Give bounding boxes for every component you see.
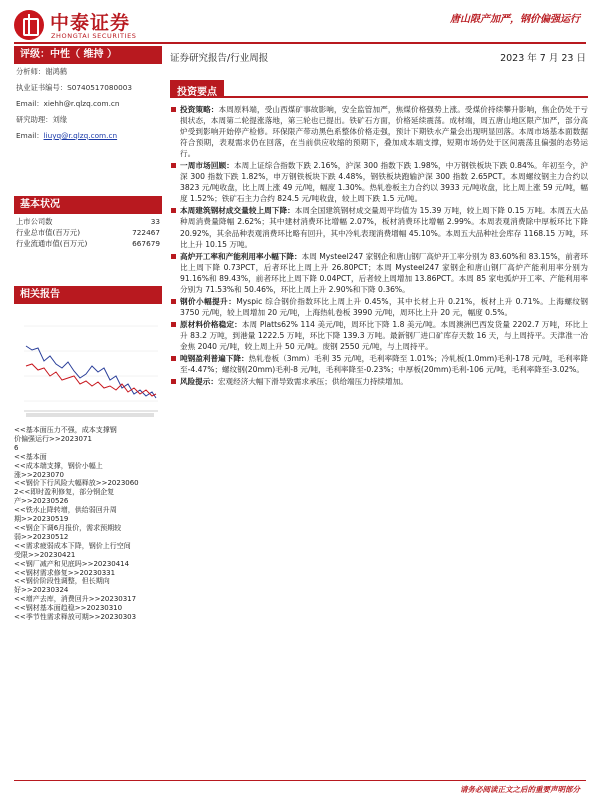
bullet-blast-furnace: 高炉开工率和产能利用率小幅下降：本周 Mysteel247 家钢企和唐山钢厂高炉开工率分别为 83.60%和 83.15%，前者环比上周下降 0.73PCT，后者环比上周上升 26.80PCT；本周 Mysteel247 家钢企和唐山钢厂高炉产能利用率分别为 91.16%和 89.43%，前者环比上周下降 0.04PCT，后者较上周增加 13.86PCT。本周 85 家电弧炉开工率、产能利用率分别为 71.53%和 50.46%，环比上周上升 2.90%和下降 0.36%。	[170, 251, 588, 295]
footer-disclaimer: 请务必阅读正文之后的重要声明部分	[460, 785, 580, 794]
bullet-volume: 本周建筑钢材成交量较上周下降：本周全国建筑钢材成交量周平均值为 15.39 万吨，较上周下降 0.15 万吨。本周五大品种周消费量降幅 2.62%；其中建材消费环比增幅 2.07%，板材消费环比增幅 2.99%。本周表观消费除中厚板环比下降 20.92%，其余品种表观消费环比略有回升，其中冷轧表现消费增幅 45.10%。本周五大品种社会库存 1168.15 万吨，环比上升 10.15 万吨。	[170, 205, 588, 249]
report-link[interactable]: 受限>>20230421	[14, 550, 76, 559]
section-title: 投资要点	[170, 80, 224, 98]
email1-line: Email：xiehh@r.qlzq.com.cn	[16, 99, 120, 108]
report-link[interactable]: <<钢材基本面趋稳>>20230310	[14, 604, 123, 613]
chart-x-ticks	[26, 413, 154, 417]
report-link[interactable]: 产>>20230526	[14, 497, 69, 506]
report-link[interactable]: 6	[14, 443, 19, 452]
basic-info-table	[14, 216, 162, 249]
header-divider	[14, 42, 586, 44]
bullet-list	[170, 104, 588, 388]
logo-text-en: ZHONGTAI SECURITIES	[51, 32, 137, 40]
analyst-email[interactable]: xiehh@r.qlzq.com.cn	[43, 99, 120, 108]
report-link[interactable]: 价偏强运行>>2023071	[14, 434, 92, 443]
related-reports-heading: 相关报告	[14, 286, 162, 304]
analyst-name: 谢鸿鹤	[45, 67, 68, 76]
email2-line: Email：liuyq@r.qlzq.com.cn	[16, 131, 118, 140]
analyst-line: 分析师：谢鸿鹤	[16, 67, 68, 76]
investment-highlights-heading	[170, 80, 588, 98]
bullet-market-review: 一周市场回顾：本周上证综合指数下跌 2.16%，沪深 300 指数下跌 1.98%，中万钢铁板块下跌 0.84%。年初至今，沪深 300 指数下跌 1.82%，申万钢铁板块下跌 4.48%，钢铁板块跑输沪深 300 指数 2.65PCT。本周螺纹钢主力合约以 3823 元/吨收盘，比上周上涨 49 元/吨，幅度 1.30%。热轧卷板主力合约以 3933 元/吨收盘，比上周上涨 59 元/吨，幅度 1.52%；铁矿石主力合约 824.5 元/吨收盘，较上周下跌 1.5 元/吨。	[170, 160, 588, 204]
report-link[interactable]: <<钢厂减产和见底吗>>20230414	[14, 559, 130, 568]
logo-seal-icon	[14, 10, 44, 40]
report-link[interactable]: <<基本面压力不强，成本支撑钢	[14, 426, 117, 434]
report-link[interactable]: <<增产去库，消费回升>>20230317	[14, 595, 137, 604]
document-title: 唐山限产加严，钢价偏强运行	[450, 14, 580, 25]
report-link[interactable]: <<钢价阶段性调整，但长期向	[14, 577, 110, 586]
report-link[interactable]: <<基本面	[14, 452, 47, 461]
report-link[interactable]: <<季节性需求释放可期>>20230303	[14, 613, 137, 622]
report-link[interactable]: <<需求疲弱成本下降，钢价上行空间	[14, 541, 131, 550]
related-reports-list	[14, 426, 162, 622]
license-line: 执业证书编号：S0740517080003	[16, 83, 133, 92]
report-link[interactable]: <<钢材需求修复>>20230331	[14, 568, 116, 577]
license-number: S0740517080003	[67, 83, 133, 92]
basic-row: 行业总市值(百万元) 722467	[16, 228, 160, 237]
basic-row: 上市公司数 33	[16, 217, 160, 226]
report-date: 2023 年 7 月 23 日	[500, 53, 586, 64]
bullet-profit: 吨钢盈利普遍下降：热轧卷板（3mm）毛利 35 元/吨，毛利率降至 1.01%；冷轧板(1.0mm)毛利-178 元/吨，毛利率降至-4.47%；螺纹钢(20mm)毛利-8 元/吨，毛利率降至-0.23%；中厚板(20mm)毛利-106 元/吨，毛利率降至-3.02%。	[170, 353, 588, 375]
assistant-line: 研究助理：刘缘	[16, 115, 68, 124]
rating-banner: 评级：中性（ 维持 ）	[14, 46, 162, 64]
bullet-risk: 风险提示：宏观经济大幅下滑导致需求承压；供给端压力持续增加。	[170, 376, 588, 387]
company-logo	[14, 8, 174, 42]
report-link[interactable]: 好>>20230324	[14, 586, 69, 595]
footer-divider	[14, 780, 586, 781]
bullet-raw-materials: 原材料价格稳定：本周 Platts62% 114 美元/吨，周环比下降 1.8 美元/吨。本周澳洲巴西发货量 2202.7 万吨，环比上升 83.2 万吨，到港量 1222.5 万吨，环比下降 139.3 万吨。最新钢厂进口矿库存天数 16 天，与上周持平。天津准一冶金焦 2040 元/吨，较上周上升 50 元/吨。废钢 2550 元/吨，与上周持平。	[170, 319, 588, 352]
assistant-email[interactable]: liuyq@r.qlzq.com.cn	[43, 131, 118, 140]
series-line-red	[26, 364, 156, 396]
assistant-name: 刘缘	[52, 115, 68, 124]
report-link[interactable]: <<铁水止降转增，供给弱回升周	[14, 506, 117, 515]
price-trend-chart	[14, 306, 162, 424]
bullet-steel-price: 钢价小幅提升：Myspic 综合钢价指数环比上周上升 0.45%，其中长材上升 0.21%，板材上升 0.71%。上海螺纹钢 3750 元/吨，较上周增加 20 元/吨，上海热轧卷板 3990 元/吨，周环比上升 20 元，幅度 0.5%。	[170, 296, 588, 318]
report-link[interactable]: <<成本端支撑，钢价小幅上	[14, 461, 103, 470]
report-link[interactable]: 弱>>20230512	[14, 532, 69, 541]
basic-row: 行业流通市值(百万元) 667679	[16, 239, 160, 248]
logo-text-cn: 中泰证券	[50, 12, 131, 34]
report-link[interactable]: 2<<即时盈利修复，部分钢企复	[14, 488, 115, 497]
chart-gridlines	[24, 326, 158, 401]
report-type: 证券研究报告/行业周报	[170, 53, 269, 64]
sidebar	[14, 46, 162, 622]
basic-info-heading: 基本状况	[14, 196, 162, 214]
report-link[interactable]: 期>>20230519	[14, 515, 69, 524]
bullet-investment-strategy: 投资策略：本周原料端，受山西煤矿事故影响，安全监管加严，焦煤价格强势上涨。受煤价持续攀升影响，焦企仍处于亏损状态，本周第二轮提涨落地，第三轮也已提出。铁矿石方面，价格延续震荡。成材端，周五唐山地区限产加严，部分高炉受到影响开始停产检修。环保限产带动黑色系整体价格走强，预计下期铁水产量会出现明显回落。本周市场基本面数据符合预期，表观需求仍在回落，在当前供应收缩的预期下，叠加成本端支撑，短期市场仍处于区间震荡且偏强的态势运行。	[170, 104, 588, 159]
analyst-block	[14, 64, 162, 141]
report-link[interactable]: <<钢价下行风险大幅释放>>2023060	[14, 479, 139, 488]
report-link[interactable]: <<钢企下调6月报价，需求预期较	[14, 523, 122, 532]
report-link[interactable]: 涨>>2023070	[14, 470, 64, 479]
